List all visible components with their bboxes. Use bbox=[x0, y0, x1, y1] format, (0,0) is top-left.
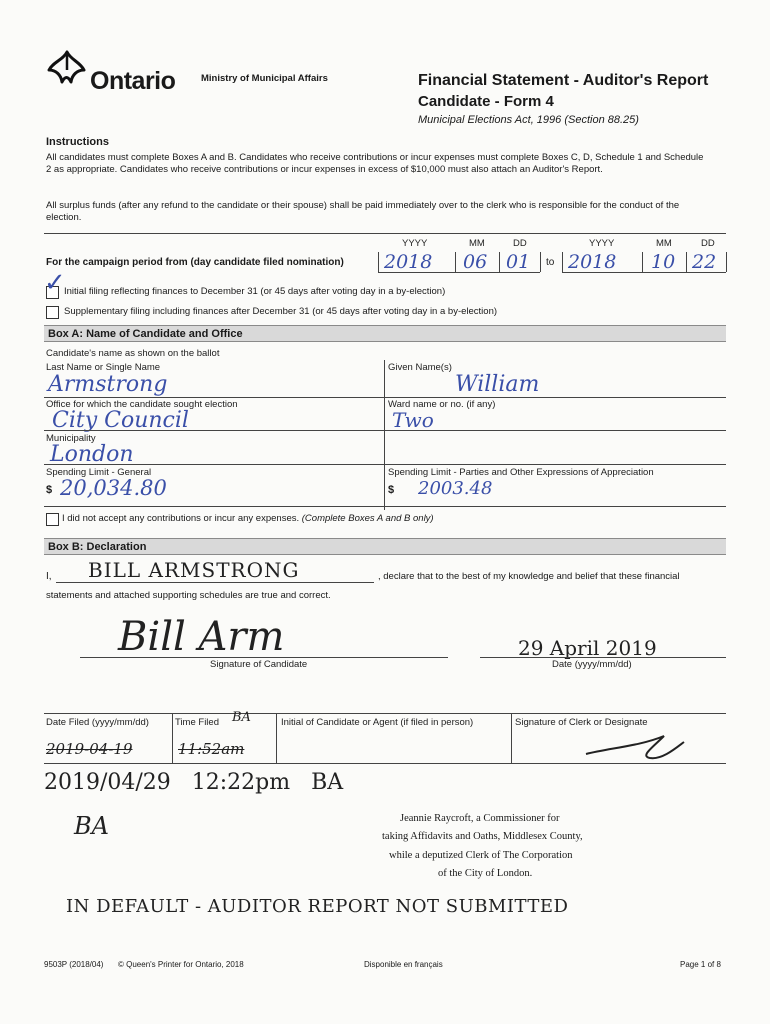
col-mm-from: MM bbox=[469, 238, 485, 249]
col-mm-to: MM bbox=[656, 238, 672, 249]
form-subtitle: Candidate - Form 4 bbox=[418, 93, 554, 110]
col-yyyy-to: YYYY bbox=[589, 238, 615, 249]
col-dd-to: DD bbox=[701, 238, 715, 249]
instructions-para-1: All candidates must complete Boxes A and B. Candidates who receive contributions or incur expenses must complete Boxes C, D, Schedule 1 and Schedule 2 as appropriate. Candidates who receive contributions or incur expenses in excess of $10,000 must also attach an Auditor's Report. bbox=[46, 152, 704, 175]
spending-general-currency: $ bbox=[46, 484, 53, 496]
date-label: Date (yyyy/mm/dd) bbox=[552, 659, 632, 670]
no-contributions-note: (Complete Boxes A and B only) bbox=[301, 513, 434, 524]
instructions-para-2: All surplus funds (after any refund to the candidate or their spouse) shall be paid immediately over to the clerk who is responsible for the conduct of the election. bbox=[46, 200, 680, 223]
commissioner-line-2: taking Affidavits and Oaths, Middlesex County, bbox=[382, 831, 583, 842]
time-filed-initials: BA bbox=[232, 710, 251, 725]
declaration-i: I, bbox=[46, 571, 52, 582]
declaration-text-2: statements and attached supporting schedules are true and correct. bbox=[46, 590, 331, 601]
clerk-signature bbox=[580, 728, 690, 764]
period-to-month[interactable]: 10 bbox=[651, 251, 676, 273]
initial-filing-checkmark: ✓ bbox=[44, 268, 66, 298]
handwritten-filed-note: 2019/04/29 12:22pm BA bbox=[44, 770, 344, 795]
box-a-heading: Box A: Name of Candidate and Office bbox=[44, 325, 726, 342]
footer-page: Page 1 of 8 bbox=[680, 960, 721, 969]
municipality-value[interactable]: London bbox=[50, 442, 134, 467]
ontario-trillium-icon bbox=[44, 48, 90, 94]
ontario-brand: Ontario bbox=[90, 67, 176, 95]
spending-parties-currency: $ bbox=[388, 484, 395, 496]
commissioner-line-1: Jeannie Raycroft, a Commissioner for bbox=[400, 813, 560, 824]
col-yyyy-from: YYYY bbox=[402, 238, 428, 249]
declarant-name[interactable]: BILL ARMSTRONG bbox=[88, 558, 300, 582]
ward-value[interactable]: Two bbox=[392, 408, 434, 432]
period-label: For the campaign period from (day candidate filed nomination) bbox=[46, 257, 344, 268]
spending-parties-value[interactable]: 2003.48 bbox=[418, 478, 493, 499]
given-name-value[interactable]: William bbox=[455, 372, 540, 397]
instructions-heading: Instructions bbox=[46, 136, 109, 148]
box-b-heading: Box B: Declaration bbox=[44, 538, 726, 555]
struck-date-filed: 2019-04-19 bbox=[46, 740, 133, 758]
supplementary-filing-checkbox[interactable] bbox=[46, 306, 59, 319]
act-reference: Municipal Elections Act, 1996 (Section 88.25) bbox=[418, 114, 639, 126]
spending-general-label: Spending Limit - General bbox=[46, 467, 152, 478]
commissioner-line-4: of the City of London. bbox=[438, 868, 533, 879]
no-contributions-label bbox=[62, 513, 434, 524]
spending-general-value[interactable]: 20,034.80 bbox=[60, 476, 167, 500]
footer-copyright: © Queen's Printer for Ontario, 2018 bbox=[118, 960, 244, 969]
declaration-text-1: , declare that to the best of my knowledge and belief that these financial bbox=[378, 571, 680, 582]
period-to-word: to bbox=[546, 257, 555, 268]
handwritten-initials: BA bbox=[74, 812, 109, 840]
period-to-year[interactable]: 2018 bbox=[568, 251, 617, 273]
time-filed-label: Time Filed bbox=[175, 717, 219, 728]
col-dd-from: DD bbox=[513, 238, 527, 249]
ministry-name: Ministry of Municipal Affairs bbox=[201, 73, 328, 84]
municipality-label: Municipality bbox=[46, 433, 96, 444]
commissioner-line-3: while a deputized Clerk of The Corporation bbox=[389, 850, 573, 861]
no-contributions-checkbox[interactable] bbox=[46, 513, 59, 526]
footer-form-number: 9503P (2018/04) bbox=[44, 960, 104, 969]
ward-label: Ward name or no. (if any) bbox=[388, 399, 496, 410]
clerk-signature-label: Signature of Clerk or Designate bbox=[515, 717, 648, 728]
signature-label: Signature of Candidate bbox=[210, 659, 308, 670]
struck-time-filed: 11:52am bbox=[178, 740, 245, 758]
last-name-label: Last Name or Single Name bbox=[46, 362, 161, 373]
office-label: Office for which the candidate sought election bbox=[46, 399, 238, 410]
name-note: Candidate's name as shown on the ballot bbox=[46, 348, 220, 359]
initial-agent-label: Initial of Candidate or Agent (if filed in person) bbox=[281, 717, 474, 728]
default-note: IN DEFAULT - AUDITOR REPORT NOT SUBMITTED bbox=[66, 896, 569, 917]
form-title: Financial Statement - Auditor's Report bbox=[418, 72, 709, 89]
period-from-year[interactable]: 2018 bbox=[384, 251, 433, 273]
declaration-date[interactable]: 29 April 2019 bbox=[518, 636, 657, 660]
period-rule-top bbox=[44, 233, 726, 234]
period-to-day[interactable]: 22 bbox=[692, 251, 717, 273]
initial-filing-label: Initial filing reflecting finances to December 31 (or 45 days after voting day in a by-election) bbox=[64, 286, 446, 297]
last-name-value[interactable]: Armstrong bbox=[48, 372, 168, 397]
no-contributions-text: I did not accept any contributions or incur any expenses. bbox=[62, 513, 300, 524]
office-value[interactable]: City Council bbox=[52, 408, 189, 433]
spending-parties-label: Spending Limit - Parties and Other Expressions of Appreciation bbox=[388, 467, 654, 478]
period-from-month[interactable]: 06 bbox=[463, 251, 488, 273]
date-filed-label: Date Filed (yyyy/mm/dd) bbox=[46, 717, 149, 728]
candidate-signature[interactable]: Bill Arm bbox=[118, 614, 285, 660]
footer-french: Disponible en français bbox=[364, 960, 443, 969]
period-from-day[interactable]: 01 bbox=[506, 251, 531, 273]
given-name-label: Given Name(s) bbox=[388, 362, 452, 373]
supplementary-filing-label: Supplementary filing including finances after December 31 (or 45 days after voting day in a by-election) bbox=[64, 306, 498, 317]
